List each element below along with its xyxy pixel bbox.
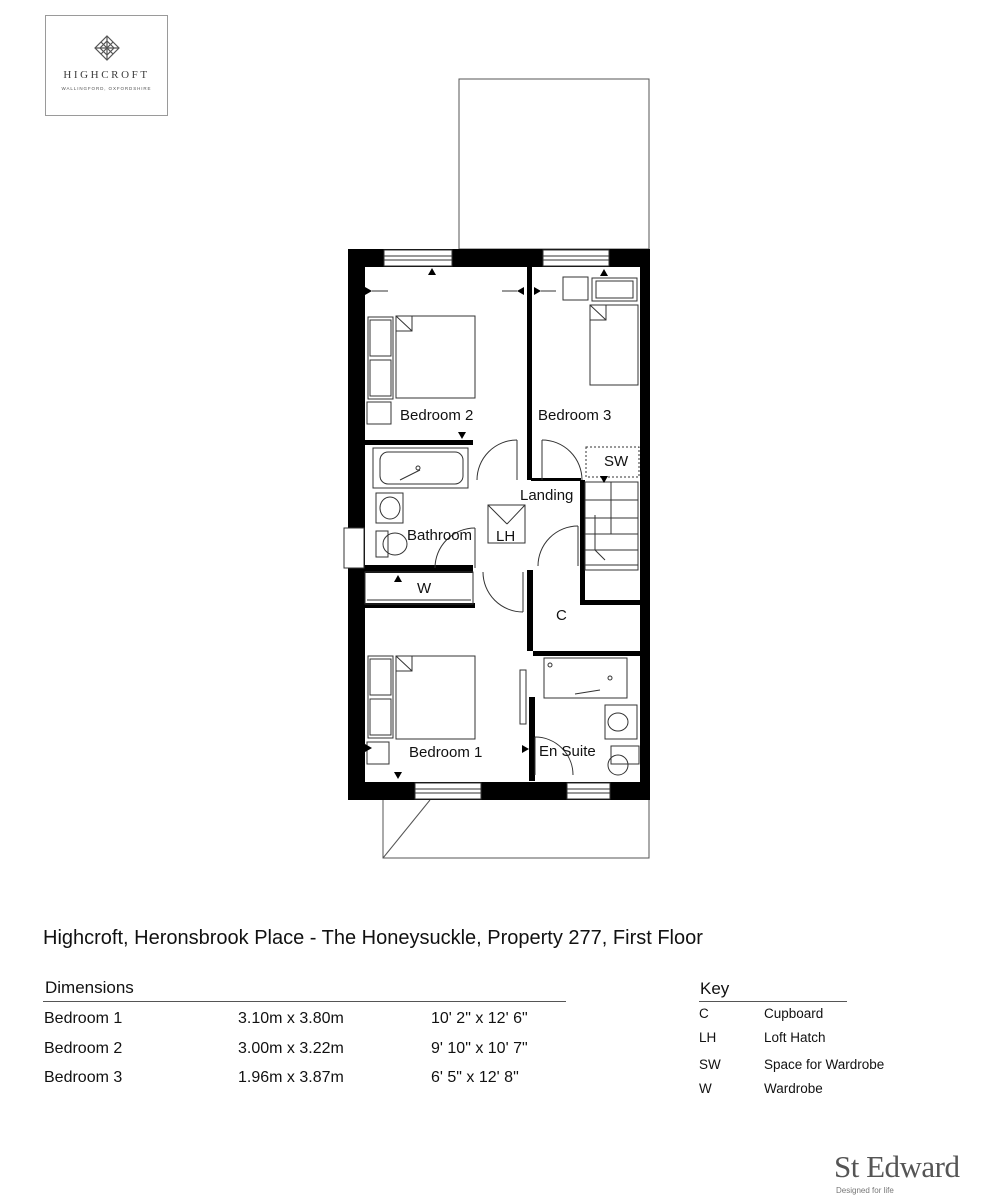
key-code: SW (699, 1057, 721, 1072)
bedroom2-furniture (367, 316, 475, 488)
key-item (699, 1081, 919, 1099)
brand-logo (834, 1149, 960, 1195)
dimension-row (44, 1069, 564, 1091)
brand-name: St Edward (834, 1149, 960, 1184)
dimension-metric: 3.00m x 3.22m (238, 1040, 344, 1057)
dimension-imperial: 6' 5" x 12' 8" (431, 1069, 519, 1086)
dimensions-heading: Dimensions (45, 978, 134, 997)
label-sw: SW (604, 453, 629, 470)
staircase (585, 482, 638, 570)
bedroom3-furniture (563, 277, 639, 477)
key-item (699, 1006, 919, 1024)
dimension-room: Bedroom 1 (44, 1010, 123, 1027)
bathroom-fixtures (365, 493, 525, 604)
label-bedroom-3: Bedroom 3 (538, 407, 612, 424)
label-bedroom-1: Bedroom 1 (409, 744, 483, 761)
dimension-metric: 1.96m x 3.87m (238, 1069, 344, 1086)
key-description: Cupboard (764, 1006, 824, 1021)
dimension-room: Bedroom 3 (44, 1069, 123, 1086)
label-loft-hatch: LH (496, 528, 516, 545)
dimension-imperial: 10' 2" x 12' 6" (431, 1010, 528, 1027)
label-landing: Landing (520, 487, 574, 504)
key-item (699, 1057, 919, 1075)
key-description: Wardrobe (764, 1081, 823, 1096)
key-heading: Key (700, 979, 730, 998)
key-item (699, 1030, 919, 1048)
label-bedroom-2: Bedroom 2 (400, 407, 474, 424)
key-divider (699, 1001, 847, 1002)
page-title: Highcroft, Heronsbrook Place - The Honeysuckle, Property 277, First Floor (43, 927, 703, 949)
windows (344, 250, 610, 799)
dimension-metric: 3.10m x 3.80m (238, 1010, 344, 1027)
dimensions-divider (43, 1001, 566, 1002)
brand-tagline: Designed for life (836, 1186, 894, 1195)
logo-subtitle: WALLINGFORD, OXFORDSHIRE (61, 86, 152, 91)
label-wardrobe: W (417, 580, 432, 597)
label-bathroom: Bathroom (407, 527, 473, 544)
dimension-row (44, 1040, 564, 1062)
key-description: Loft Hatch (764, 1030, 826, 1045)
rear-terrace-outline (459, 79, 649, 249)
key-description: Space for Wardrobe (764, 1057, 885, 1072)
key-code: C (699, 1006, 709, 1021)
key-code: W (699, 1081, 712, 1096)
logo-name: HIGHCROFT (63, 69, 150, 81)
front-terrace-diagonal (383, 800, 430, 858)
internal-walls (365, 267, 640, 781)
dimension-room: Bedroom 2 (44, 1040, 123, 1057)
label-en-suite: En Suite (539, 743, 596, 760)
key-code: LH (699, 1030, 717, 1045)
dimension-row (44, 1010, 564, 1032)
label-cupboard: C (556, 607, 567, 624)
dimension-imperial: 9' 10" x 10' 7" (431, 1040, 528, 1057)
